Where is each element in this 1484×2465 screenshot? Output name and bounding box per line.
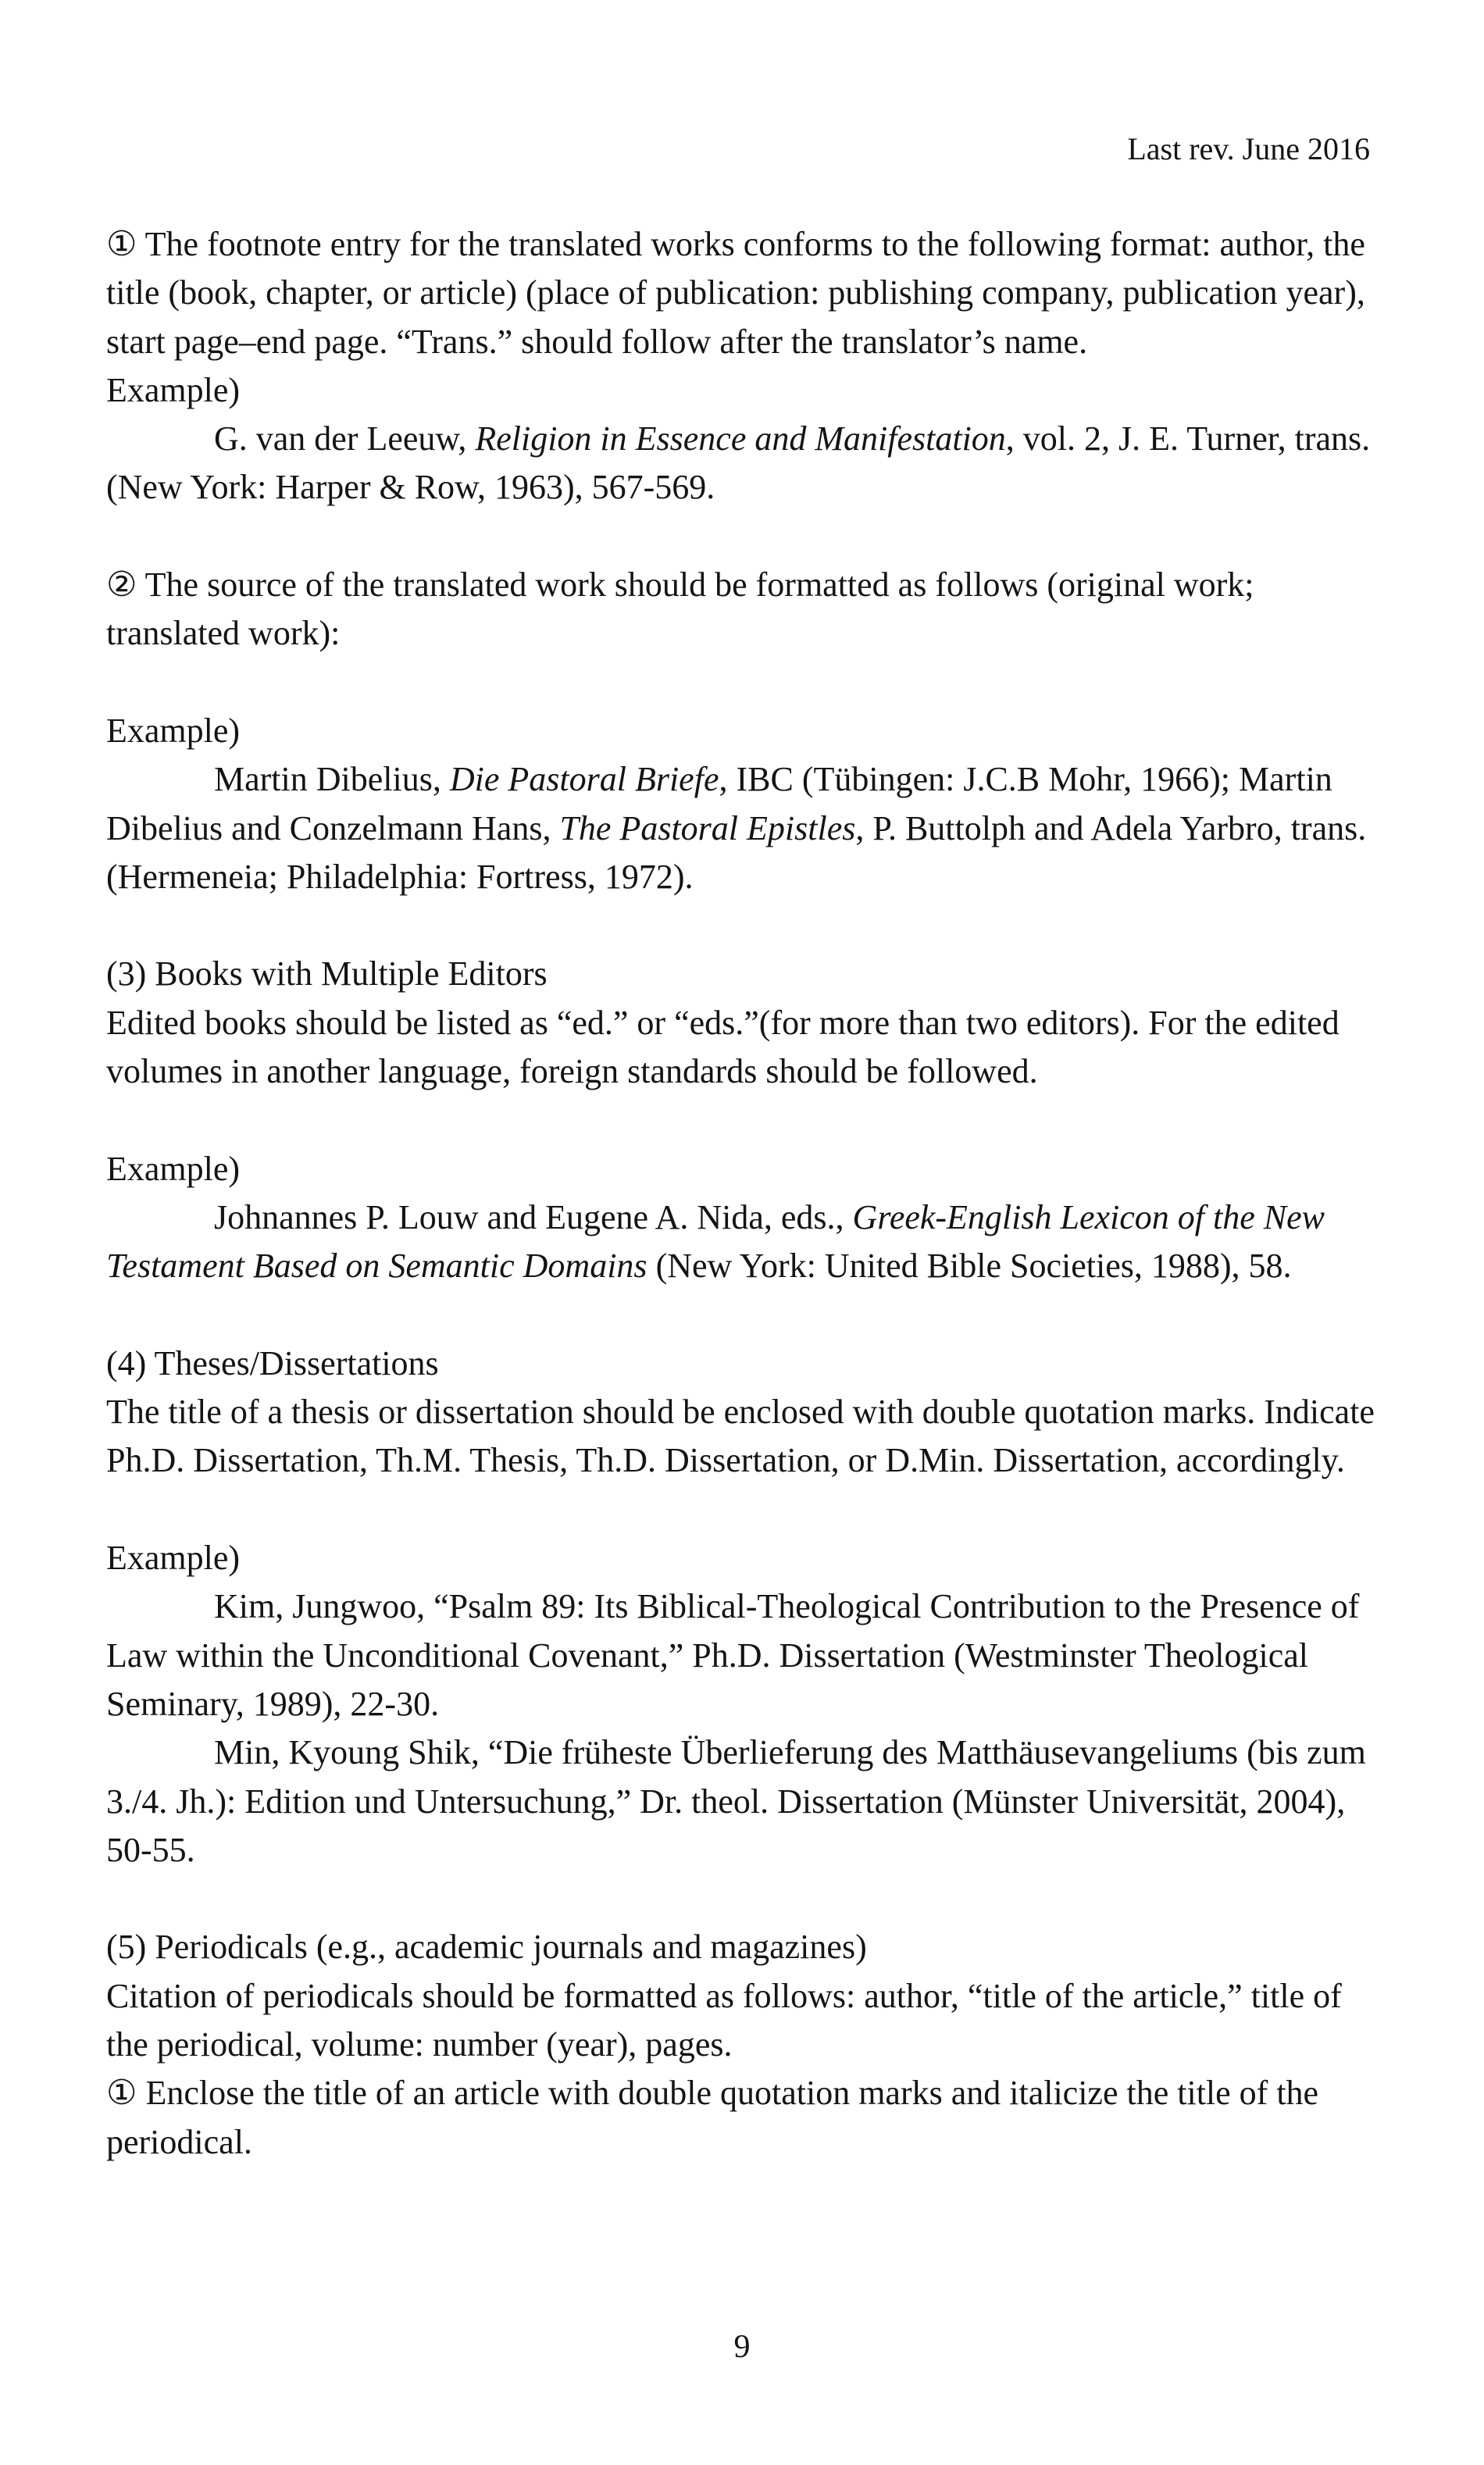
periodicals-text: Citation of periodicals should be formatted as follows: author, “title of the article,” title of the periodical, volume: number (year), pages.: [106, 1976, 1342, 2064]
example-entry-louw-nida: Johnannes P. Louw and Eugene A. Nida, eds., Greek-English Lexicon of the New Testament Based on Semantic Domains (New York: United Bible Societies, 1988), 58.: [106, 1197, 1325, 1286]
book-title: Die Pastoral Briefe: [449, 760, 719, 799]
example-entry-kim: Kim, Jungwoo, “Psalm 89: Its Biblical-Theological Contribution to the Presence of Law within the Unconditional Covenant,” Ph.D. Dissertation (Westminster Theological Seminary, 1989), 22-30.: [106, 1587, 1360, 1723]
section-heading-periodicals: (5) Periodicals (e.g., academic journals and magazines): [106, 1928, 867, 1967]
translated-works-text: The footnote entry for the translated works conforms to the following format: author, the title (book, chapter, or article) (place of publication: publishing company, publication year), start page–end page. “Trans.” should follow after the translator’s name.: [106, 225, 1365, 361]
spacer: [106, 1291, 1387, 1340]
book-title: The Pastoral Epistles: [559, 808, 856, 847]
spacer: [106, 1875, 1387, 1923]
spacer: [106, 658, 1387, 707]
book-title: Religion in Essence and Manifestation: [475, 419, 1006, 458]
spacer: [106, 901, 1387, 950]
example-label: Example): [106, 1149, 241, 1188]
translated-works-paragraph: [106, 220, 1387, 366]
periodicals-item-1: ① Enclose the title of an article with double quotation marks and italicize the title of the periodical.: [106, 2074, 1319, 2161]
circled-number-1: ①: [106, 2074, 137, 2113]
example-entry-min: Min, Kyoung Shik, “Die früheste Überlieferung des Matthäusevangeliums (bis zum 3./4. Jh.): Edition und Untersuchung,” Dr. theol. Dissertation (Münster Universität, 2004), 50-55.: [106, 1733, 1366, 1869]
example-label: Example): [106, 1539, 241, 1578]
example-entry-leeuw: G. van der Leeuw, Religion in Essence and Manifestation, vol. 2, J. E. Turner, trans. (New York: Harper & Row, 1963), 567-569.: [106, 419, 1371, 507]
page-number: 9: [733, 2329, 751, 2365]
translated-source-text: The source of the translated work should be formatted as follows (original work; translated work):: [106, 565, 1254, 653]
spacer: [106, 1486, 1387, 1534]
circled-number-2: ②: [106, 565, 137, 605]
book-title: Greek-English Lexicon of the New Testament Based on Semantic Domains: [106, 1197, 1325, 1286]
spacer: [106, 1096, 1387, 1144]
spacer: [106, 512, 1387, 561]
example-entry-dibelius: Martin Dibelius, Die Pastoral Briefe, IBC (Tübingen: J.C.B Mohr, 1966); Martin Dibelius and Conzelmann Hans, The Pastoral Epistles, P. Buttolph and Adela Yarbro, trans. (Hermeneia; Philadelphia: Fortress, 1972).: [106, 760, 1367, 896]
translated-source-paragraph: [106, 561, 1387, 658]
circled-number-1: ①: [106, 225, 137, 263]
theses-text: The title of a thesis or dissertation should be enclosed with double quotation marks. Indicate Ph.D. Dissertation, Th.M. Thesis, Th.D. Dissertation, or D.Min. Dissertation, accordingly.: [106, 1393, 1375, 1480]
revision-date: Last rev. June 2016: [1127, 131, 1370, 166]
example-label: Example): [106, 711, 241, 750]
section-heading-theses: (4) Theses/Dissertations: [106, 1343, 439, 1382]
section-heading-multiple-editors: (3) Books with Multiple Editors: [106, 954, 548, 993]
document-body: [106, 220, 1387, 2167]
example-label: Example): [106, 370, 241, 409]
multiple-editors-text: Edited books should be listed as “ed.” or “eds.”(for more than two editors). For the edited volumes in another language, foreign standards should be followed.: [106, 1003, 1340, 1091]
